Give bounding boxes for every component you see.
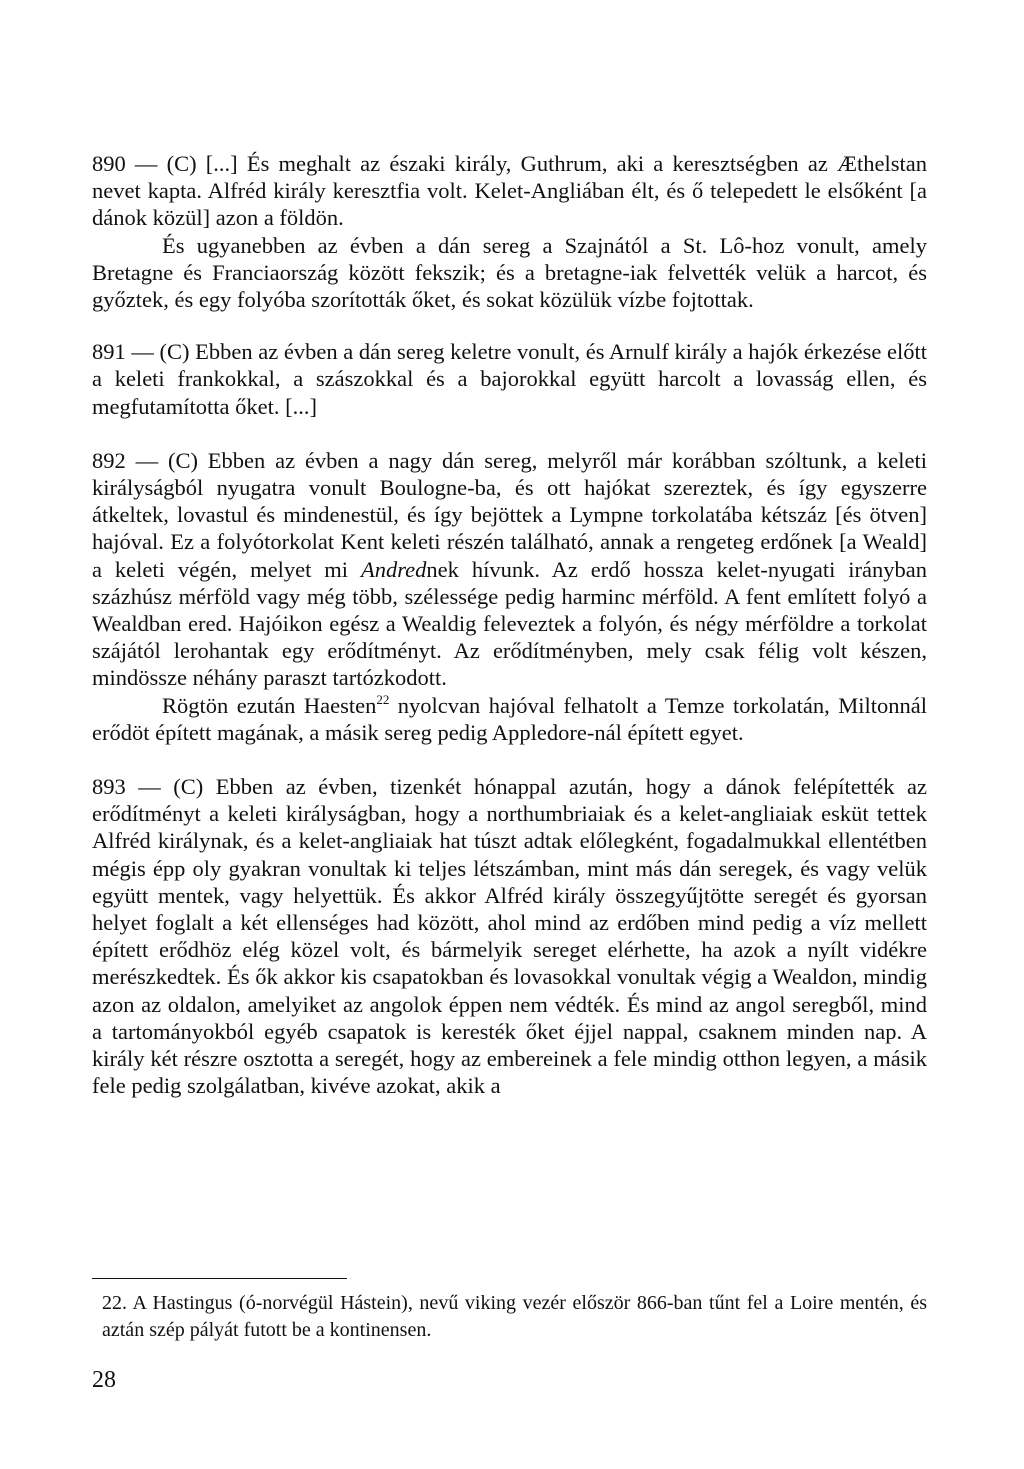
- paragraph-spacer: [92, 746, 927, 773]
- paragraph-892b-text-a: Rögtön ezután Haesten: [162, 692, 377, 718]
- paragraph-893: 893 — (C) Ebben az évben, tizenkét hónappal azután, hogy a dánok felépítették az erődítményt a keleti királyságban, hogy a northumbriaiak és a kelet-angliaiak esküt tettek Alfréd királynak, és a kelet-angliaiak hat túszt adtak előlegként, fogadalmukkal ellentétben mégis épp oly gyakran vonultak ki teljes létszámban, mint más dán seregek, és vagy velük együtt mentek, vagy helyettük. És akkor Alfréd király összegyűjtötte seregét és gyorsan helyet foglalt a két ellenséges had között, ahol mind az erdőben mind pedig a víz mellett épített erődhöz elég közel volt, és bármelyik sereget elérhette, ha azok a nyílt vidékre merészkedtek. És ők akkor kis csapatokban és lovasokkal vonultak végig a Wealdon, mindig azon az oldalon, amelyiket az angolok éppen nem védték. És mind az angol seregből, mind a tartományokból egyéb csapatok is keresték őket éjjel nappal, csaknem minden nap. A király két részre osztotta a seregét, hogy az embereinek a fele mindig otthon legyen, a másik fele pedig szolgálatban, kivéve azokat, akik a: [92, 774, 927, 1099]
- footnote-number: 22.: [102, 1292, 127, 1314]
- paragraph-spacer: [92, 313, 927, 338]
- paragraph-890-part2: És ugyanebben az évben a dán sereg a Szajnától a St. Lô-hoz vonult, amely Bretagne és Franciaország között fekszik; és a bretagne-iak felvették velük a harcot, és győztek, és egy folyóba szorították őket, és sokat közülük vízbe fojtottak.: [92, 232, 927, 313]
- page-number: 28: [92, 1367, 116, 1393]
- paragraph-891: 891 — (C) Ebben az évben a dán sereg keletre vonult, és Arnulf király a hajók érkezése előtt a keleti frankokkal, a szászokkal és a bajorokkal együtt harcolt a lovasság ellen, és megfutamította őket. [...]: [92, 339, 927, 419]
- paragraph-892-text-b: nek hívunk. Az erdő hossza kelet-nyugati irányban százhúsz mérföld vagy még több, szélessége pedig harminc mérföld. A fent említett folyó a Wealdban ered. Hajóikon egész a Wealdig feleveztek a folyón, és négy mérföldre a torkolat szájától lerohantak egy erődítményt. Az erődítményben, mely csak félig volt készen, mindössze néhány paraszt tartózkodott.: [92, 556, 928, 691]
- paragraph-890-part1: 890 — (C) [...] És meghalt az északi király, Guthrum, aki a keresztségben az Æthelstan nevet kapta. Alfréd király keresztfia volt. Kelet-Angliában élt, és ő telepedett le elsőként [a dánok közül] azon a földön.: [92, 151, 927, 231]
- footnote-reference[interactable]: 22: [376, 691, 390, 707]
- italic-term-andred: Andred: [360, 556, 427, 582]
- footnote: [102, 1290, 927, 1344]
- footnote-divider: [92, 1278, 347, 1279]
- paragraph-892-text-a: 892 — (C) Ebben az évben a nagy dán sereg, melyről már korábban szóltunk, a keleti királyságból nyugatra vonult Boulogne-ba, és ott hajókat szereztek, és így egyszerre átkeltek, lovastul és mindenestül, és így bejöttek a Lympne torkolatába kétszáz [és ötven] hajóval. Ez a folyótorkolat Kent keleti részén található, annak a rengeteg erdőnek [a Weald] a keleti végén, melyet mi: [92, 447, 927, 582]
- page-body: [92, 150, 927, 1100]
- paragraph-892b-text-b: nyolcvan hajóval felhatolt a Temze torkolatán, Miltonnál erődöt épített magának, a másik sereg pedig Appledore-nál épített egyet.: [92, 692, 927, 745]
- paragraph-spacer: [92, 420, 927, 447]
- paragraph-892-part2: [92, 692, 927, 746]
- paragraph-892-part1: [92, 447, 927, 692]
- footnote-text: A Hastingus (ó-norvégül Hástein), nevű viking vezér először 866-ban tűnt fel a Loire mentén, és aztán szép pályát futott be a kontinensen.: [102, 1292, 927, 1341]
